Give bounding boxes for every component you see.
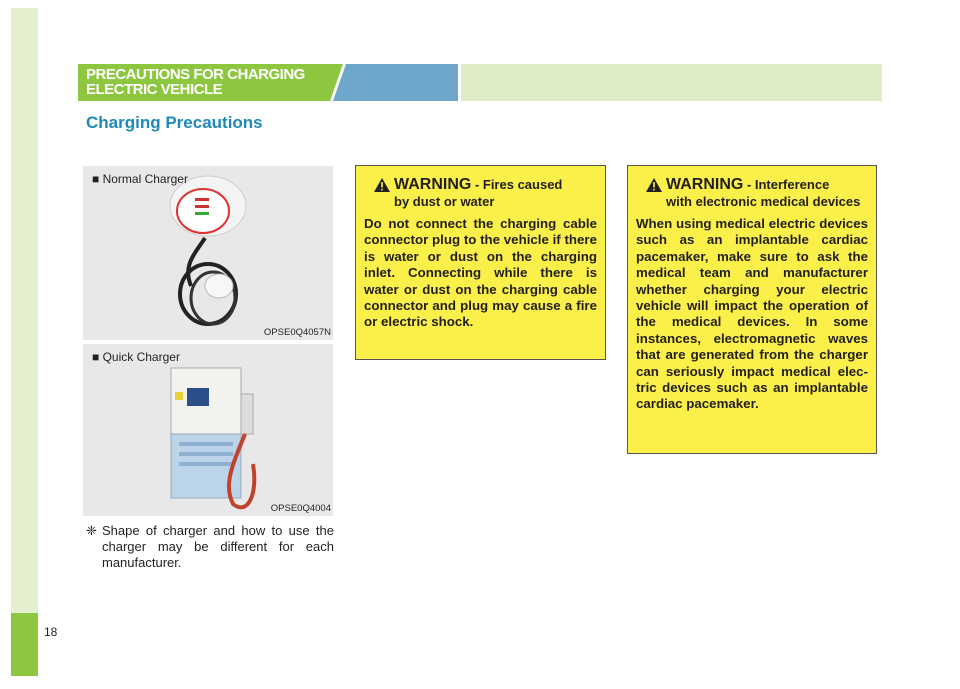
section-title: Charging Precautions [86,113,263,132]
quick-charger-photo [83,344,333,516]
warning-heading [636,176,868,210]
normal-charger-code: OPSE0Q4057N [263,327,331,338]
normal-charger-illustration [83,166,333,340]
page-number: 18 [44,625,58,639]
warning-subtitle-line2: by dust or water [394,194,495,209]
chapter-header [78,64,882,101]
normal-charger-caption: ■ Normal Charger [92,172,188,186]
warning-triangle-icon [646,178,662,192]
warning-triangle-icon [374,178,390,192]
warning-heading [364,176,597,210]
warning-box-interference [627,165,877,454]
note-text: Shape of charger and how to use the charger may be different for each manufacturer. [102,523,334,570]
quick-charger-code: OPSE0Q4004 [270,503,331,514]
quick-charger-caption: ■ Quick Charger [92,350,180,364]
normal-charger-photo [83,166,333,340]
warning-subtitle: - Fires caused [471,177,563,192]
warning-body: Do not connect the charging cable connector plug to the vehicle if there is water or dust on the charging inlet. Connecting while there is water or dust on the charging cable connector and plug may cause a fire or electric shock. [364,216,597,330]
warning-word: WARNING [394,176,472,193]
left-margin-band [11,8,38,613]
warning-box-fire [355,165,606,360]
warning-subtitle: - Interference [743,177,830,192]
warning-word: WARNING [666,176,744,193]
warning-body: When using medical electric devices such as an implantable cardiac pacemaker, make sure to ask the medical team and manufacturer whether charging your electric vehicle will impact the operation of the medical devices. In some instances, electromagnetic waves that are generated from the charger can seriously impact medical elec- tric devices such as an implantable cardiac pacemaker. [636,216,868,412]
note-mark: ❈ [86,523,97,538]
warning-subtitle-line2: with electronic medical devices [666,194,861,209]
charger-note [86,523,334,571]
left-margin-tab [11,613,38,676]
quick-charger-illustration [83,344,333,516]
chapter-title: PRECAUTIONS FOR CHARGING ELECTRIC VEHICLE [86,66,305,98]
